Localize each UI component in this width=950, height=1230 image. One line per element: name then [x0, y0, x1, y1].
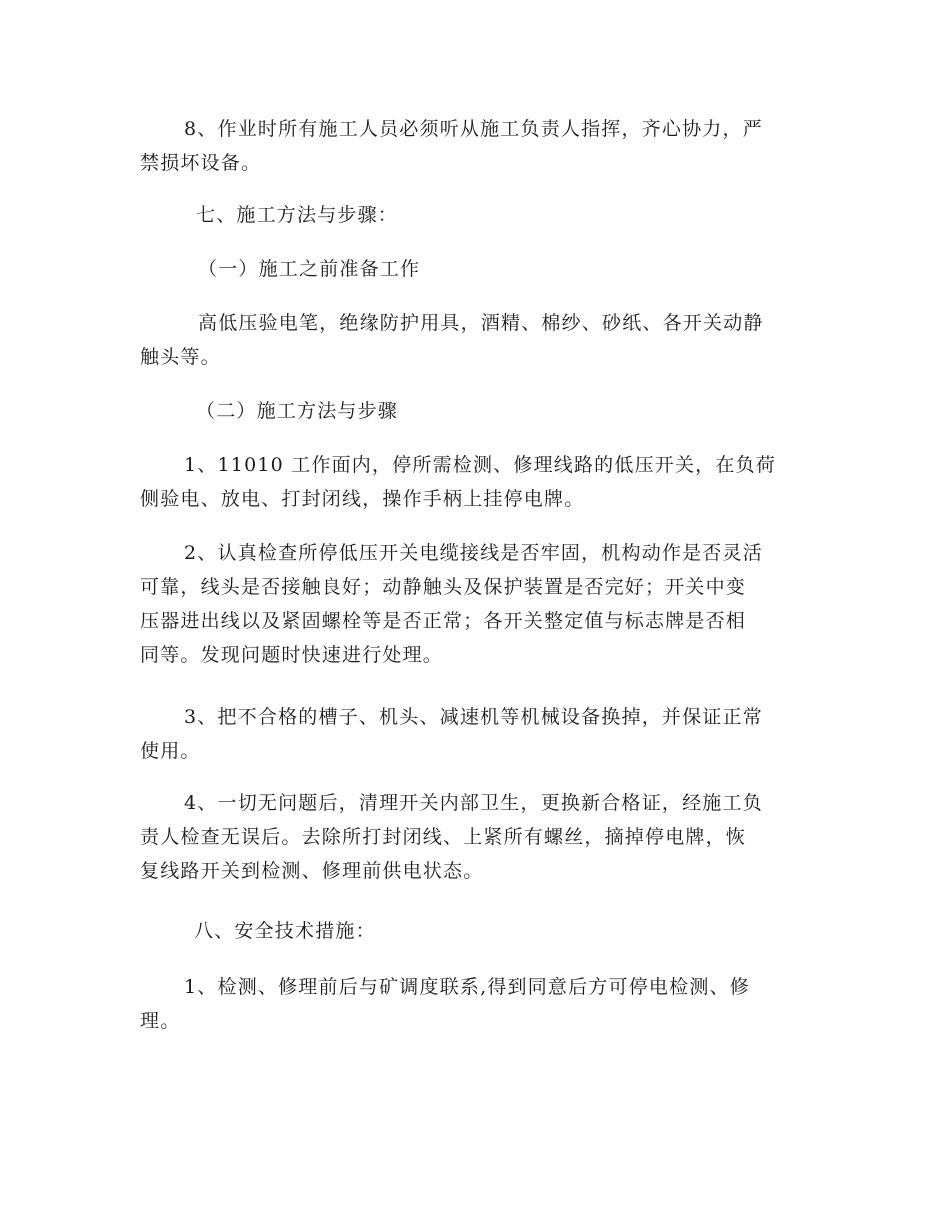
paragraph-safety-1: [140, 970, 805, 1038]
subsection-heading-2: [140, 394, 805, 428]
paragraph-step-3: [140, 700, 805, 768]
text-line: 复线路开关到检测、修理前供电状态。: [140, 860, 484, 882]
text-line: 禁损坏设备。: [140, 152, 262, 174]
text-line: 1、11010 工作面内，停所需检测、修理线路的低压开关，在负荷: [184, 454, 776, 476]
text-line: 2、认真检查所停低压开关电缆接线是否牢固，机构动作是否灵活: [184, 542, 763, 564]
text-line: 3、把不合格的槽子、机头、减速机等机械设备换掉，并保证正常: [184, 706, 763, 728]
text-line: 使用。: [140, 740, 201, 762]
text-line: 理。: [140, 1010, 181, 1032]
paragraph-item-8: [140, 112, 805, 180]
text-line: 同等。发现问题时快速进行处理。: [140, 644, 444, 666]
text-line: 侧验电、放电、打封闭线，操作手柄上挂停电牌。: [140, 488, 585, 510]
paragraph-step-4: [140, 786, 805, 888]
paragraph-step-2: [140, 536, 805, 672]
text-line: 1、检测、修理前后与矿调度联系,得到同意后方可停电检测、修: [184, 976, 750, 998]
text-line: 七、施工方法与步骤：: [196, 204, 399, 226]
text-line: 责人检查无误后。去除所打封闭线、上紧所有螺丝，摘掉停电牌，恢: [140, 826, 747, 848]
text-line: 4、一切无问题后，清理开关内部卫生，更换新合格证，经施工负: [184, 792, 763, 814]
text-line: 触头等。: [140, 346, 221, 368]
text-line: 八、安全技术措施：: [194, 920, 376, 942]
text-line: （二）施工方法与步骤: [196, 400, 399, 422]
text-line: 可靠，线头是否接触良好；动静触头及保护装置是否完好；开关中变: [140, 576, 747, 598]
text-line: （一）施工之前准备工作: [198, 258, 421, 280]
section-heading-8: [140, 914, 805, 948]
paragraph-tools: [140, 306, 805, 374]
subsection-heading-1: [140, 252, 805, 286]
text-line: 高低压验电笔，绝缘防护用具，酒精、棉纱、砂纸、各开关动静: [198, 312, 764, 334]
paragraph-step-1: [140, 448, 805, 516]
text-line: 压器进出线以及紧固螺栓等是否正常；各开关整定值与标志牌是否相: [140, 610, 747, 632]
section-heading-7: [140, 198, 805, 232]
text-line: 8、作业时所有施工人员必须听从施工负责人指挥，齐心协力，严: [184, 118, 763, 140]
